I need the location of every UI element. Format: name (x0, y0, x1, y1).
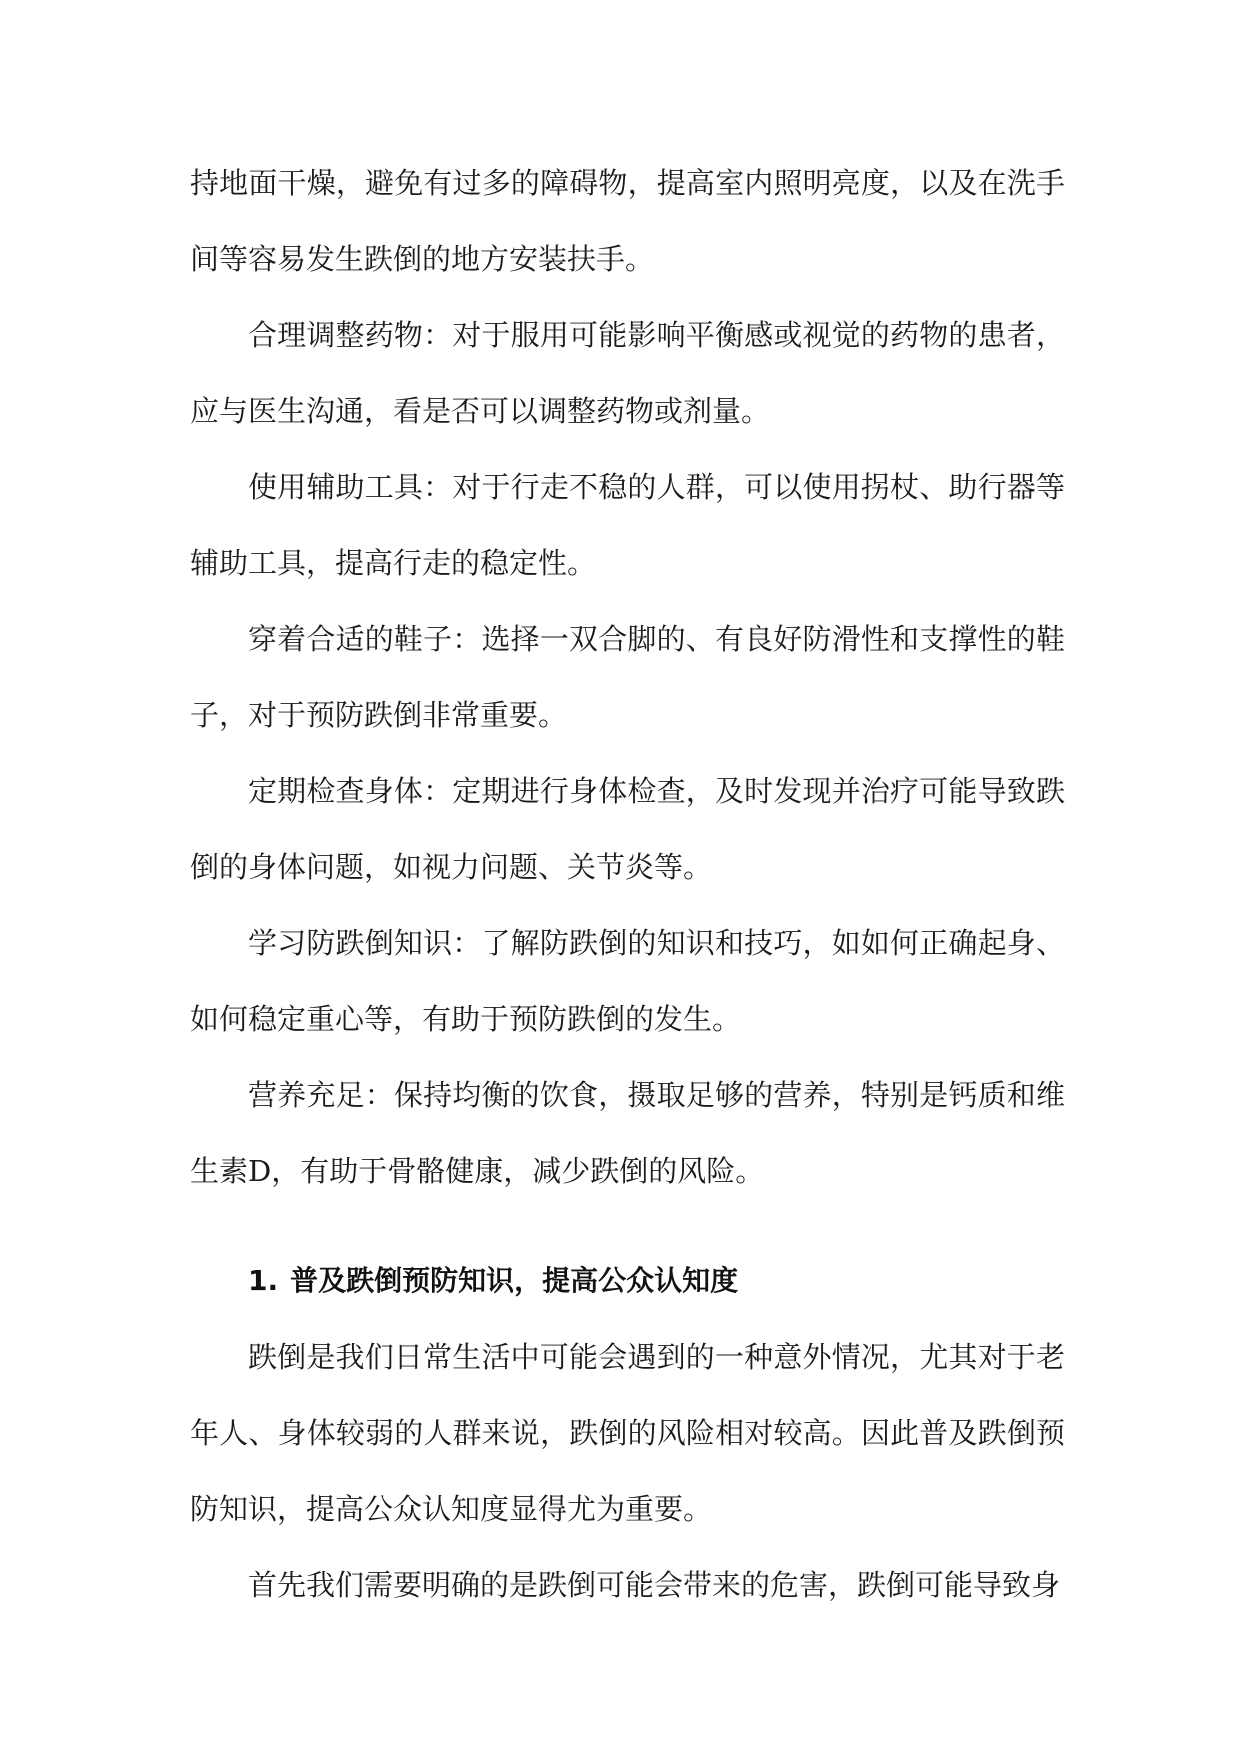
paragraph-nutrition: 营养充足：保持均衡的饮食，摄取足够的营养，特别是钙质和维生素D，有助于骨骼健康，减少跌倒的风险。 (190, 1078, 1065, 1188)
paragraph-falls-harm: 首先我们需要明确的是跌倒可能会带来的危害，跌倒可能导致身 (248, 1568, 1061, 1602)
paragraph-falls-intro: 跌倒是我们日常生活中可能会遇到的一种意外情况，尤其对于老年人、身体较弱的人群来说，跌倒的风险相对较高。因此普及跌倒预防知识，提高公众认知度显得尤为重要。 (190, 1340, 1065, 1526)
section-heading (190, 1243, 1065, 1319)
section-heading-text: 普及跌倒预防知识，提高公众认知度 (290, 1264, 739, 1297)
paragraph-adjust-medication: 合理调整药物：对于服用可能影响平衡感或视觉的药物的患者，应与医生沟通，看是否可以调整药物或剂量。 (190, 318, 1065, 428)
paragraph-continued: 持地面干燥，避免有过多的障碍物，提高室内照明亮度，以及在洗手间等容易发生跌倒的地方安装扶手。 (190, 166, 1065, 276)
document-body (190, 145, 1065, 1623)
section-heading-number: 1. (248, 1264, 279, 1297)
paragraph-health-checks: 定期检查身体：定期进行身体检查，及时发现并治疗可能导致跌倒的身体问题，如视力问题、关节炎等。 (190, 774, 1065, 884)
paragraph-proper-shoes: 穿着合适的鞋子：选择一双合脚的、有良好防滑性和支撑性的鞋子，对于预防跌倒非常重要。 (190, 622, 1065, 732)
paragraph-assistive-tools: 使用辅助工具：对于行走不稳的人群，可以使用拐杖、助行器等辅助工具，提高行走的稳定性。 (190, 470, 1065, 580)
paragraph-learn-prevention: 学习防跌倒知识：了解防跌倒的知识和技巧，如如何正确起身、如何稳定重心等，有助于预防跌倒的发生。 (190, 926, 1065, 1036)
